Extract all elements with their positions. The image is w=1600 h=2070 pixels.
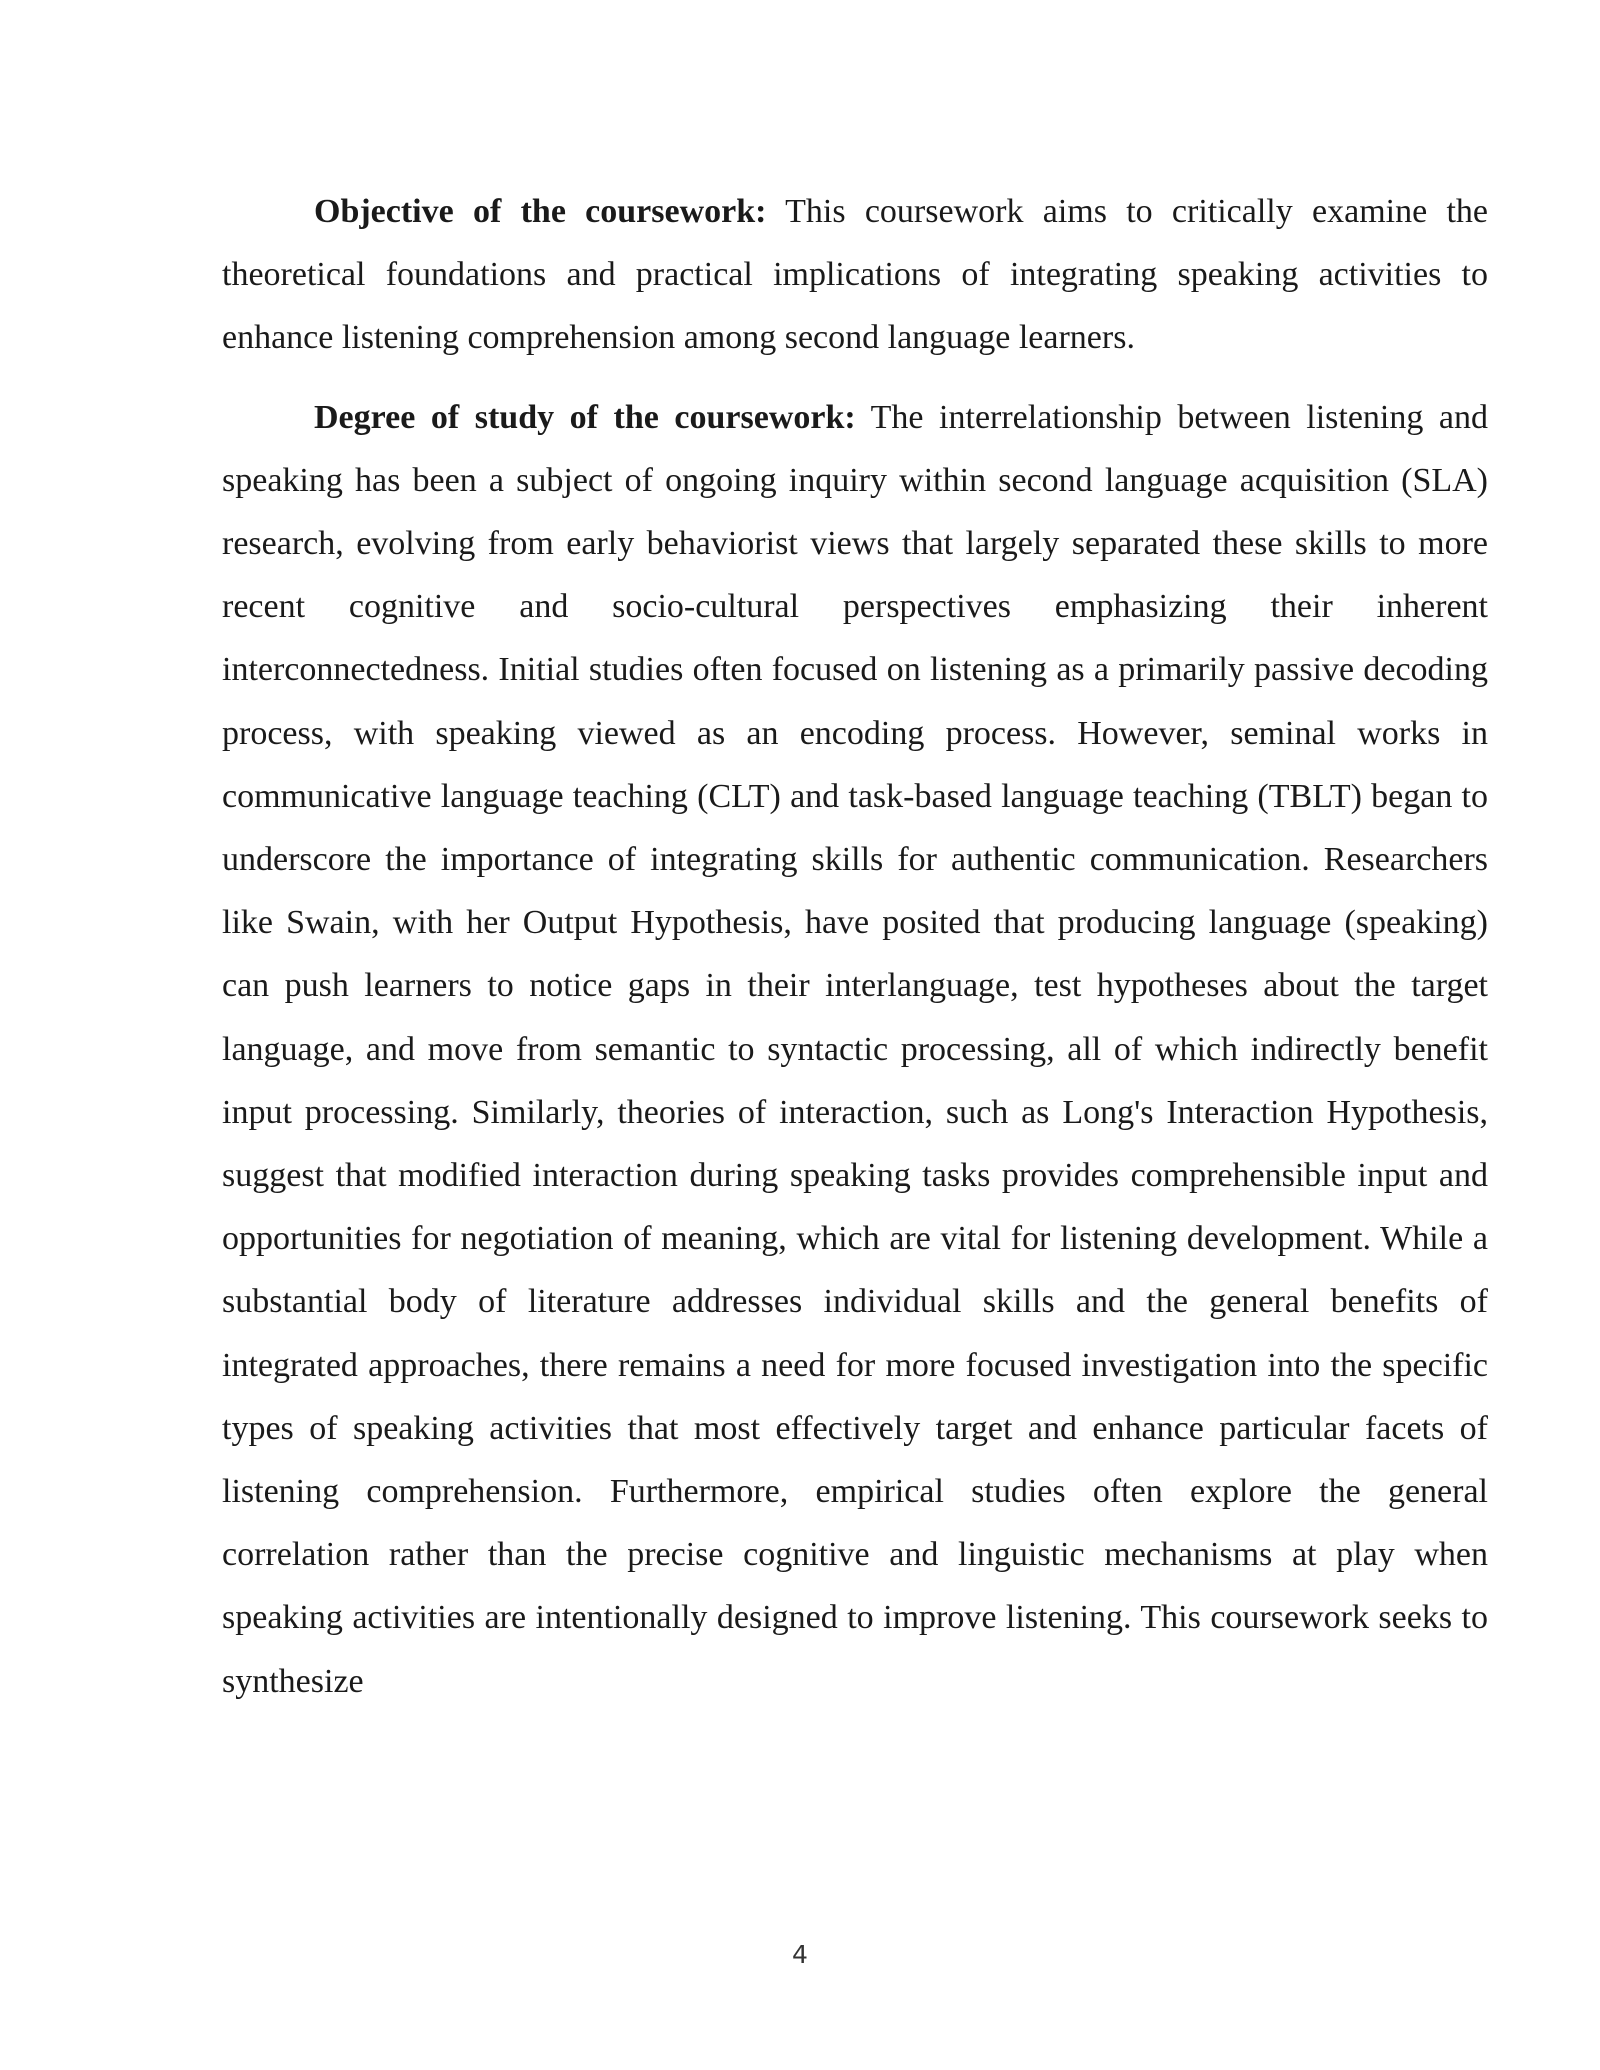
objective-paragraph — [222, 180, 1488, 370]
objective-text: This coursework aims to critically examine the theoretical foundations and practical implications of integrating speaking activities to enhance listening comprehension among second language learners. — [222, 193, 1488, 357]
document-body — [222, 180, 1488, 1713]
degree-of-study-heading: Degree of study of the coursework: — [314, 398, 856, 436]
page-number: 4 — [792, 1940, 808, 1969]
degree-of-study-text: The interrelationship between listening and speaking has been a subject of ongoing inquiry within second language acquisition (SLA) research, evolving from early behaviorist views that largely separated these skills to more recent cognitive and socio-cultural perspectives emphasizing their inherent interconnectedness. Initial studies often focused on listening as a primarily passive decoding process, with speaking viewed as an encoding process. However, seminal works in communicative language teaching (CLT) and task-based language teaching (TBLT) began to underscore the importance of integrating skills for authentic communication. Researchers like Swain, with her Output Hypothesis, have posited that producing language (speaking) can push learners to notice gaps in their interlanguage, test hypotheses about the target language, and move from semantic to syntactic processing, all of which indirectly benefit input processing. Similarly, theories of interaction, such as Long's Interaction Hypothesis, suggest that modified interaction during speaking tasks provides comprehensible input and opportunities for negotiation of meaning, which are vital for listening development. While a substantial body of literature addresses individual skills and the general benefits of integrated approaches, there remains a need for more focused investigation into the specific types of speaking activities that most effectively target and enhance particular facets of listening comprehension. Furthermore, empirical studies often explore the general correlation rather than the precise cognitive and linguistic mechanisms at play when speaking activities are intentionally designed to improve listening. This coursework seeks to synthesize — [222, 398, 1489, 1700]
objective-heading: Objective of the coursework: — [314, 193, 767, 230]
degree-of-study-paragraph — [222, 386, 1488, 1713]
